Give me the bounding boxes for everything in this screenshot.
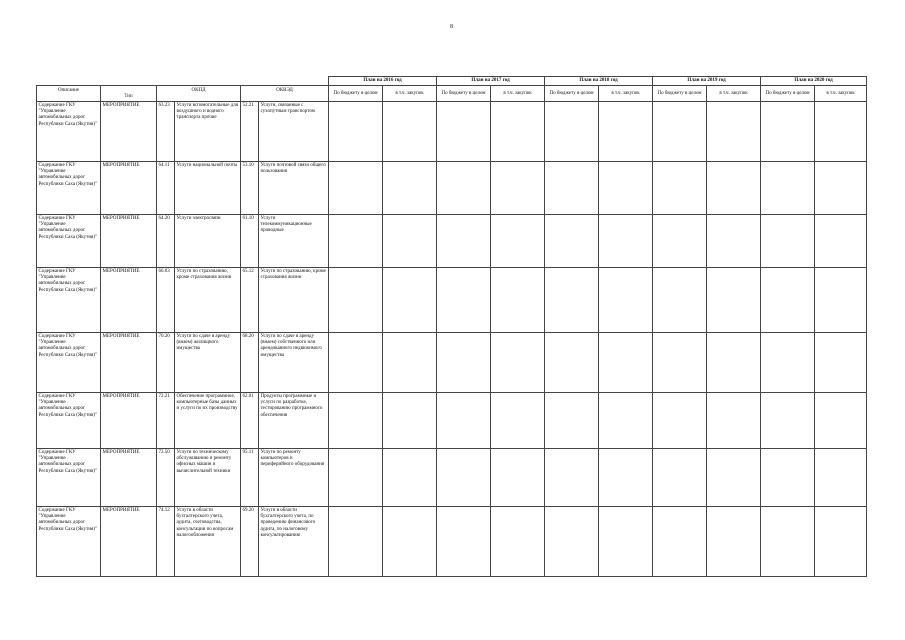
cell-okved-text: Продукты программные и услуги по разработке, тестированию программного обеспечения bbox=[259, 393, 329, 449]
cell-plan-value bbox=[653, 162, 707, 215]
cell-plan-value bbox=[653, 507, 707, 577]
header-plan-2018: План на 2018 год bbox=[545, 77, 653, 86]
cell-plan-value bbox=[383, 102, 437, 162]
cell-okved-code: 61.10 bbox=[241, 215, 259, 268]
header-budget-2018: По бюджету в целом bbox=[545, 86, 599, 102]
cell-okved-text: Услуги телекоммуникационные проводные bbox=[259, 215, 329, 268]
cell-plan-value bbox=[815, 102, 867, 162]
cell-plan-value bbox=[707, 393, 761, 449]
cell-okpd-code: 72.50 bbox=[157, 449, 175, 507]
cell-plan-value bbox=[707, 333, 761, 393]
cell-okpd-code: 72.21 bbox=[157, 393, 175, 449]
cell-tip: МЕРОПРИЯТИЕ bbox=[101, 102, 157, 162]
cell-okpd-text: Услуги в области бухгалтерского учета, аудита, счетоводства, консультации по вопросам налогообложения bbox=[175, 507, 241, 577]
table-body bbox=[37, 102, 867, 577]
cell-plan-value bbox=[599, 507, 653, 577]
cell-okpd-code: 70.20 bbox=[157, 333, 175, 393]
header-plan-2020: План на 2020 год bbox=[761, 77, 867, 86]
cell-plan-value bbox=[329, 507, 383, 577]
header-budget-2019: По бюджету в целом bbox=[653, 86, 707, 102]
cell-plan-value bbox=[653, 102, 707, 162]
cell-plan-value bbox=[599, 102, 653, 162]
cell-plan-value bbox=[707, 507, 761, 577]
cell-plan-value bbox=[545, 268, 599, 333]
header-okved: ОКВЭД bbox=[241, 86, 329, 102]
cell-okved-code: 69.20 bbox=[241, 507, 259, 577]
cell-plan-value bbox=[329, 268, 383, 333]
cell-plan-value bbox=[437, 449, 491, 507]
cell-okpd-code: 64.20 bbox=[157, 215, 175, 268]
cell-plan-value bbox=[761, 333, 815, 393]
cell-plan-value bbox=[653, 215, 707, 268]
cell-plan-value bbox=[815, 333, 867, 393]
cell-plan-value bbox=[599, 449, 653, 507]
cell-plan-value bbox=[599, 268, 653, 333]
cell-plan-value bbox=[329, 333, 383, 393]
page-number: 8 bbox=[450, 24, 453, 30]
cell-plan-value bbox=[329, 449, 383, 507]
cell-plan-value bbox=[599, 333, 653, 393]
cell-okpd-text: Услуги национальной почты bbox=[175, 162, 241, 215]
header-zakupok-2017: в т.ч. закупок bbox=[491, 86, 545, 102]
cell-okved-code: 65.12 bbox=[241, 268, 259, 333]
cell-plan-value bbox=[329, 393, 383, 449]
cell-okved-text: Услуги в области бухгалтерского учета, по проведению финансового аудита, по налоговому консультированию bbox=[259, 507, 329, 577]
header-plan-2019: План на 2019 год bbox=[653, 77, 761, 86]
cell-plan-value bbox=[491, 333, 545, 393]
header-zakupok-2020: в т.ч. закупок bbox=[815, 86, 867, 102]
cell-plan-value bbox=[545, 393, 599, 449]
cell-opisanie: Содержание ГКУ "Управление автомобильных дорог Республики Саха (Якутия)" bbox=[37, 268, 101, 333]
header-tip: Тип bbox=[101, 86, 157, 102]
cell-plan-value bbox=[437, 215, 491, 268]
cell-plan-value bbox=[383, 393, 437, 449]
cell-plan-value bbox=[761, 102, 815, 162]
table-row bbox=[37, 393, 867, 449]
cell-plan-value bbox=[329, 215, 383, 268]
header-zakupok-2019: в т.ч. закупок bbox=[707, 86, 761, 102]
table-row bbox=[37, 102, 867, 162]
cell-plan-value bbox=[383, 162, 437, 215]
cell-plan-value bbox=[491, 102, 545, 162]
cell-opisanie: Содержание ГКУ "Управление автомобильных дорог Республики Саха (Якутия)" bbox=[37, 393, 101, 449]
cell-opisanie: Содержание ГКУ "Управление автомобильных дорог Республики Саха (Якутия)" bbox=[37, 449, 101, 507]
cell-plan-value bbox=[437, 268, 491, 333]
cell-plan-value bbox=[437, 393, 491, 449]
cell-tip: МЕРОПРИЯТИЕ bbox=[101, 507, 157, 577]
cell-okved-text: Услуги по ремонту компьютеров и периферийного оборудования bbox=[259, 449, 329, 507]
header-okpd: ОКПД bbox=[157, 86, 241, 102]
cell-opisanie: Содержание ГКУ "Управление автомобильных дорог Республики Саха (Якутия)" bbox=[37, 215, 101, 268]
cell-plan-value bbox=[437, 507, 491, 577]
cell-plan-value bbox=[653, 268, 707, 333]
plan-table bbox=[36, 76, 867, 577]
cell-plan-value bbox=[707, 102, 761, 162]
cell-plan-value bbox=[707, 268, 761, 333]
cell-okpd-code: 66.03 bbox=[157, 268, 175, 333]
cell-okpd-text: Обеспечение программное, компьютерные базы данных и услуги по их производству bbox=[175, 393, 241, 449]
cell-plan-value bbox=[545, 162, 599, 215]
table-row bbox=[37, 507, 867, 577]
cell-plan-value bbox=[329, 102, 383, 162]
cell-plan-value bbox=[707, 449, 761, 507]
cell-plan-value bbox=[383, 215, 437, 268]
cell-okved-code: 52.21 bbox=[241, 102, 259, 162]
cell-okved-code: 95.11 bbox=[241, 449, 259, 507]
cell-plan-value bbox=[545, 507, 599, 577]
cell-plan-value bbox=[815, 393, 867, 449]
cell-okved-text: Услуги, связанные с сухопутным транспортом bbox=[259, 102, 329, 162]
header-blank bbox=[37, 77, 329, 86]
cell-plan-value bbox=[491, 393, 545, 449]
cell-plan-value bbox=[815, 268, 867, 333]
cell-plan-value bbox=[599, 393, 653, 449]
cell-tip: МЕРОПРИЯТИЕ bbox=[101, 215, 157, 268]
cell-plan-value bbox=[761, 268, 815, 333]
cell-plan-value bbox=[545, 102, 599, 162]
cell-okved-text: Услуги по сдаче в аренду (внаем) собственного или арендованного недвижимого имущества bbox=[259, 333, 329, 393]
cell-tip: МЕРОПРИЯТИЕ bbox=[101, 268, 157, 333]
cell-okpd-text: Услуги вспомогательные для воздушного и водного транспорта прочие bbox=[175, 102, 241, 162]
cell-plan-value bbox=[653, 393, 707, 449]
cell-plan-value bbox=[437, 333, 491, 393]
header-budget-2016: По бюджету в целом bbox=[329, 86, 383, 102]
cell-tip: МЕРОПРИЯТИЕ bbox=[101, 393, 157, 449]
cell-plan-value bbox=[815, 449, 867, 507]
cell-plan-value bbox=[707, 162, 761, 215]
cell-okved-text: Услуги по страхованию, кроме страхования жизни bbox=[259, 268, 329, 333]
cell-plan-value bbox=[815, 162, 867, 215]
cell-plan-value bbox=[707, 215, 761, 268]
cell-tip: МЕРОПРИЯТИЕ bbox=[101, 449, 157, 507]
cell-plan-value bbox=[383, 333, 437, 393]
cell-okpd-text: Услуги по техническому обслуживанию и ремонту офисных машин и вычислительной техники bbox=[175, 449, 241, 507]
table-row bbox=[37, 268, 867, 333]
cell-plan-value bbox=[815, 507, 867, 577]
cell-plan-value bbox=[545, 215, 599, 268]
table-row bbox=[37, 333, 867, 393]
cell-plan-value bbox=[761, 507, 815, 577]
cell-okved-code: 62.01 bbox=[241, 393, 259, 449]
table-row bbox=[37, 162, 867, 215]
cell-okved-code: 53.10 bbox=[241, 162, 259, 215]
header-opisanie: Описание bbox=[37, 86, 101, 102]
cell-plan-value bbox=[491, 162, 545, 215]
cell-plan-value bbox=[599, 162, 653, 215]
cell-plan-value bbox=[653, 333, 707, 393]
cell-okved-code: 68.20 bbox=[241, 333, 259, 393]
cell-plan-value bbox=[383, 268, 437, 333]
cell-plan-value bbox=[545, 449, 599, 507]
header-budget-2020: По бюджету в целом bbox=[761, 86, 815, 102]
cell-plan-value bbox=[653, 449, 707, 507]
cell-plan-value bbox=[437, 102, 491, 162]
header-plan-2017: План на 2017 год bbox=[437, 77, 545, 86]
table-row bbox=[37, 449, 867, 507]
cell-okpd-text: Услуги по страхованию, кроме страхования жизни bbox=[175, 268, 241, 333]
cell-opisanie: Содержание ГКУ "Управление автомобильных дорог Республики Саха (Якутия)" bbox=[37, 102, 101, 162]
cell-okpd-text: Услуги электросвязи bbox=[175, 215, 241, 268]
header-budget-2017: По бюджету в целом bbox=[437, 86, 491, 102]
cell-plan-value bbox=[815, 215, 867, 268]
cell-opisanie: Содержание ГКУ "Управление автомобильных дорог Республики Саха (Якутия)" bbox=[37, 333, 101, 393]
cell-plan-value bbox=[545, 333, 599, 393]
cell-plan-value bbox=[329, 162, 383, 215]
header-plan-2016: План на 2016 год bbox=[329, 77, 437, 86]
cell-okved-text: Услуги почтовой связи общего пользования bbox=[259, 162, 329, 215]
cell-plan-value bbox=[761, 162, 815, 215]
cell-plan-value bbox=[599, 215, 653, 268]
cell-okpd-code: 63.23 bbox=[157, 102, 175, 162]
cell-plan-value bbox=[761, 449, 815, 507]
cell-plan-value bbox=[491, 449, 545, 507]
cell-plan-value bbox=[491, 507, 545, 577]
cell-plan-value bbox=[383, 449, 437, 507]
header-zakupok-2018: в т.ч. закупок bbox=[599, 86, 653, 102]
cell-okpd-text: Услуги по сдаче в аренду (внаем) жилищного имущества bbox=[175, 333, 241, 393]
cell-tip: МЕРОПРИЯТИЕ bbox=[101, 333, 157, 393]
cell-opisanie: Содержание ГКУ "Управление автомобильных дорог Республики Саха (Якутия)" bbox=[37, 162, 101, 215]
cell-plan-value bbox=[491, 268, 545, 333]
cell-plan-value bbox=[761, 393, 815, 449]
cell-tip: МЕРОПРИЯТИЕ bbox=[101, 162, 157, 215]
cell-opisanie: Содержание ГКУ "Управление автомобильных дорог Республики Саха (Якутия)" bbox=[37, 507, 101, 577]
cell-okpd-code: 64.11 bbox=[157, 162, 175, 215]
cell-okpd-code: 74.12 bbox=[157, 507, 175, 577]
header-zakupok-2016: в т.ч. закупок bbox=[383, 86, 437, 102]
table-row bbox=[37, 215, 867, 268]
cell-plan-value bbox=[491, 215, 545, 268]
cell-plan-value bbox=[761, 215, 815, 268]
cell-plan-value bbox=[437, 162, 491, 215]
cell-plan-value bbox=[383, 507, 437, 577]
